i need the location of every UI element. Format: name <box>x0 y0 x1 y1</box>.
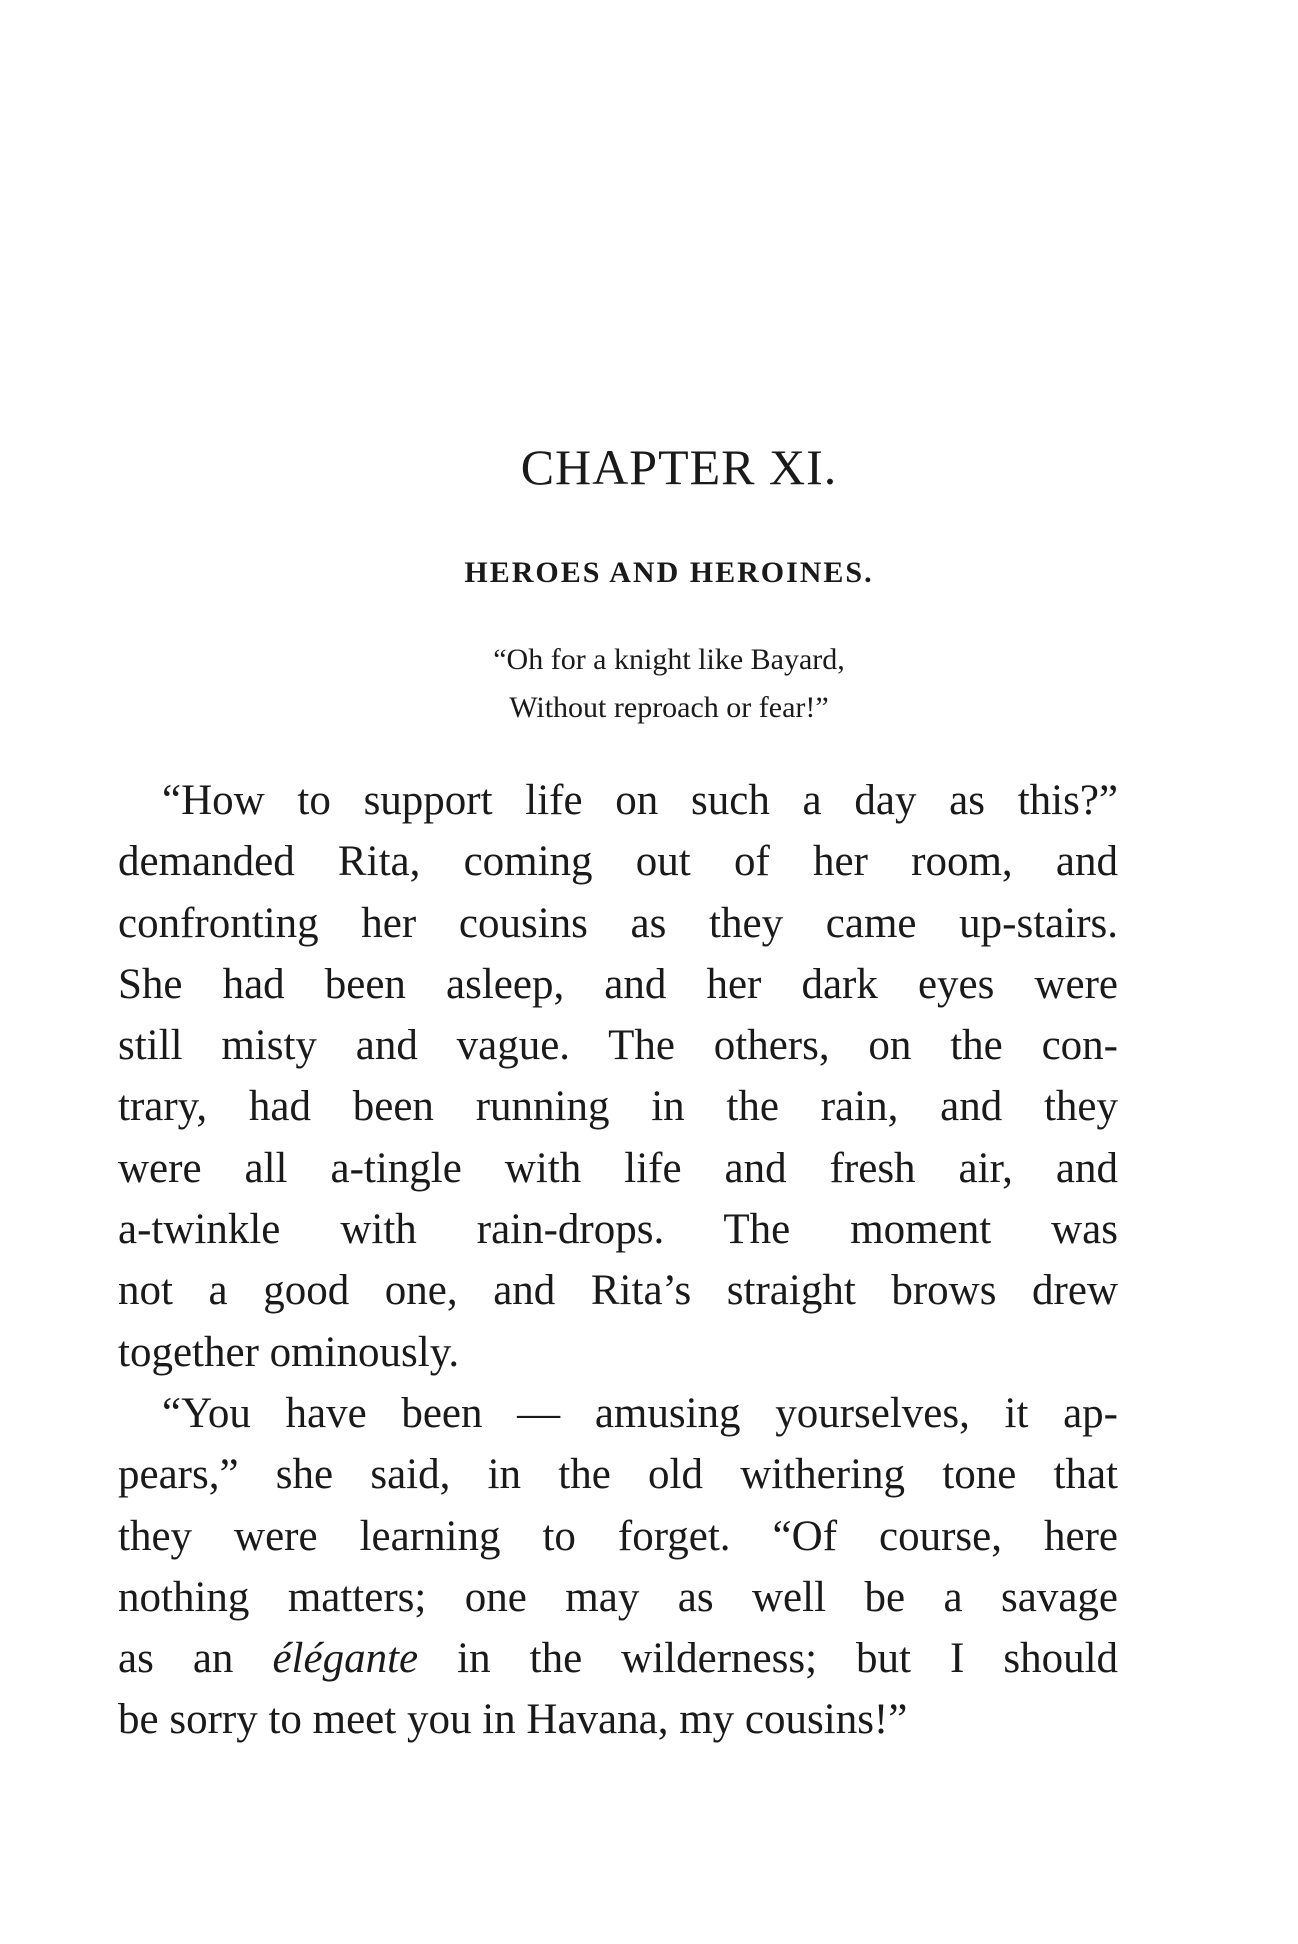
text-line: be sorry to meet you in Havana, my cousins!” <box>118 1696 908 1744</box>
text-line: still misty and vague. The others, on the con- <box>118 1022 1118 1070</box>
text-line: they were learning to forget. “Of course, here <box>118 1512 1118 1560</box>
text-line: not a good one, and Rita’s straight brows drew <box>118 1267 1118 1315</box>
text-fragment: in the wilderness; but I should <box>457 1635 1119 1683</box>
chapter-title: CHAPTER XI. <box>520 439 838 495</box>
text-line: “You have been — amusing yourselves, it ap- <box>162 1389 1118 1437</box>
text-line: demanded Rita, coming out of her room, and <box>118 838 1118 886</box>
text-line: confronting her cousins as they came up-stairs. <box>118 899 1118 947</box>
paragraph <box>118 1383 1118 1751</box>
text-line: “How to support life on such a day as this?” <box>162 777 1118 824</box>
text-line: together ominously. <box>118 1328 460 1376</box>
chapter-subtitle: HEROES AND HEROINES. <box>464 556 874 589</box>
text-line: a-twinkle with rain-drops. The moment was <box>118 1206 1118 1254</box>
text-fragment: as an <box>118 1635 234 1683</box>
text-line: were all a-tingle with life and fresh air, and <box>118 1144 1118 1192</box>
paragraph <box>118 770 1118 1383</box>
text-line <box>118 1628 1118 1689</box>
text-line: She had been asleep, and her dark eyes were <box>118 960 1118 1008</box>
epigraph-line: “Oh for a knight like Bayard, <box>493 643 845 676</box>
text-line: nothing matters; one may as well be a savage <box>118 1573 1118 1621</box>
text-line: trary, had been running in the rain, and they <box>118 1083 1118 1131</box>
body-text <box>118 770 1118 1751</box>
epigraph-line: Without reproach or fear!” <box>509 691 829 724</box>
italic-word: élégante <box>272 1635 419 1683</box>
epigraph <box>0 636 1298 732</box>
text-line: pears,” she said, in the old withering tone that <box>118 1451 1118 1499</box>
